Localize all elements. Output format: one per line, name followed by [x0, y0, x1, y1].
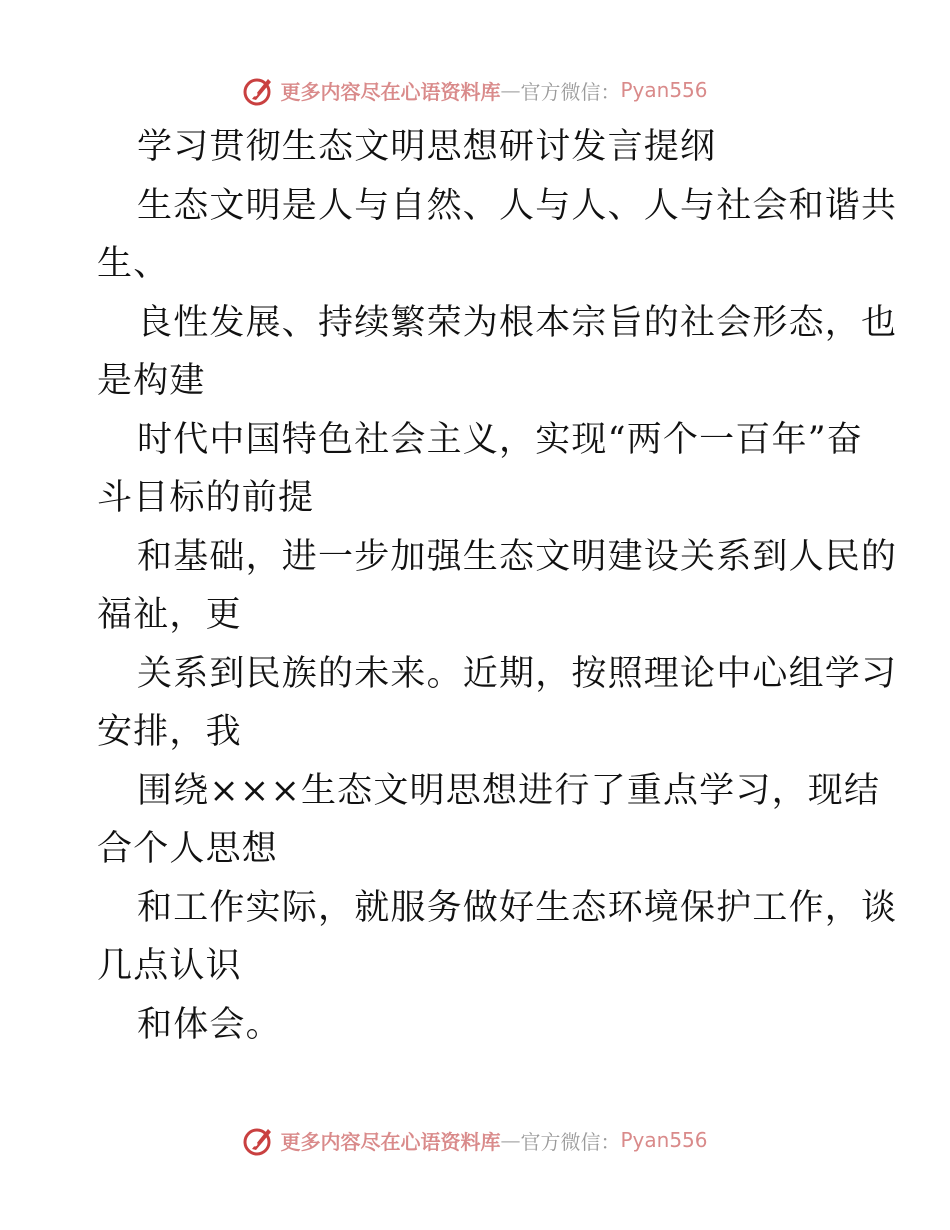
paragraph-line: 和基础，进一步加强生态文明建设关系到人民的	[137, 536, 898, 577]
paragraph-line: 良性发展、持续繁荣为根本宗旨的社会形态，也	[137, 302, 898, 343]
paragraph-line: 和体会。	[137, 1004, 282, 1045]
paragraph-line: 福祉，更	[97, 595, 242, 635]
watermark-id: Pyan556	[620, 1128, 708, 1152]
paragraph-line: 时代中国特色社会主义，实现“两个一百年”奋	[137, 419, 863, 460]
watermark-dash: —	[500, 1128, 521, 1152]
paragraph-line: 围绕×××生态文明思想进行了重点学习，现结	[137, 770, 881, 811]
paragraph-line: 合个人思想	[97, 829, 279, 869]
document-title: 学习贯彻生态文明思想研讨发言提纲	[137, 127, 717, 167]
document-body	[97, 118, 898, 1054]
watermark-main-text: 更多内容尽在心语资料库	[280, 79, 501, 104]
watermark-dash: —	[500, 78, 521, 102]
paragraph-line: 生态文明是人与自然、人与人、人与社会和谐共	[137, 185, 898, 226]
quill-logo-icon	[242, 1123, 276, 1157]
paragraph-line: 是构建	[97, 361, 206, 401]
quill-logo-icon	[242, 73, 276, 107]
header-watermark	[0, 70, 950, 110]
watermark-id: Pyan556	[620, 78, 708, 102]
watermark-sub-text: 官方微信：	[520, 1129, 621, 1154]
footer-watermark	[0, 1120, 950, 1160]
watermark-main-text: 更多内容尽在心语资料库	[280, 1129, 501, 1154]
paragraph-line: 斗目标的前提	[97, 478, 315, 518]
paragraph-line: 和工作实际，就服务做好生态环境保护工作，谈	[137, 887, 898, 928]
paragraph-line: 几点认识	[97, 946, 242, 986]
watermark-sub-text: 官方微信：	[520, 79, 621, 104]
paragraph-line: 安排，我	[97, 712, 242, 752]
paragraph-line: 生、	[97, 244, 170, 284]
paragraph-line: 关系到民族的未来。近期，按照理论中心组学习	[137, 653, 898, 694]
